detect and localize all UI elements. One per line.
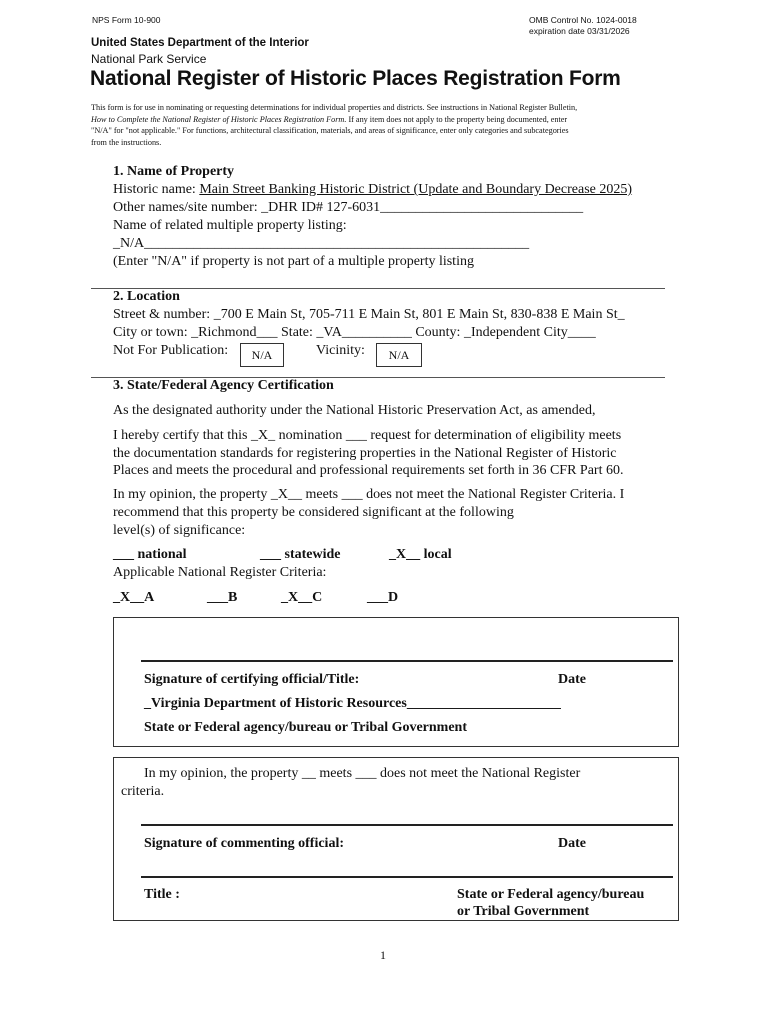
level-local[interactable]: _X__ local [389,547,452,562]
other-names-value[interactable]: _DHR ID# 127-6031_____________________________ [261,200,584,215]
certify-line-3: Places and meets the procedural and professional requirements set forth in 36 CFR Part 60. [113,463,624,478]
page-number: 1 [380,948,386,962]
commenting-title-label: Title : [144,887,180,902]
criteria-c[interactable]: _X__C [281,590,323,605]
instructions-line-3: "N/A" for "not applicable." For functions, architectural classification, materials, and areas of significance, enter only categories and subcategories [91,126,569,135]
omb-control-number: OMB Control No. 1024-0018 [529,15,637,25]
street-label: Street & number: [113,307,214,322]
commenting-date-label: Date [558,836,586,851]
certifying-agency-value[interactable]: _Virginia Department of Historic Resources______________________ [144,696,561,711]
state-label: State: [277,325,317,340]
historic-name-value[interactable]: Main Street Banking Historic District (Update and Boundary Decrease 2025) [199,182,633,197]
section-2-heading: 2. Location [113,289,180,304]
expiration-date: expiration date 03/31/2026 [529,26,630,36]
street-row [113,307,625,323]
section-3-heading: 3. State/Federal Agency Certification [113,378,334,393]
instructions-block [91,102,681,148]
certifying-date-label: Date [558,672,586,687]
instructions-bulletin-title: How to Complete the National Register of Historic Places Registration Form. [91,114,347,124]
opinion-line-3: level(s) of significance: [113,523,246,538]
historic-name-label: Historic name: [113,182,200,197]
authority-text: As the designated authority under the National Historic Preservation Act, as amended, [113,403,596,418]
other-names-label: Other names/site number: [113,200,262,215]
certify-line-1: I hereby certify that this _X_ nomination ___ request for determination of eligibility meets [113,428,622,443]
related-listing-note: (Enter "N/A" if property is not part of a multiple property listing [113,254,474,269]
instructions-line-2-rest: If any item does not apply to the property being documented, enter [346,114,568,124]
opinion-line-1: In my opinion, the property _X__ meets ___ does not meet the National Register Criteria. I [113,487,625,502]
department-name: United States Department of the Interior [91,37,309,49]
section-1-heading: 1. Name of Property [113,164,235,179]
form-number: NPS Form 10-900 [92,15,161,25]
county-label: County: [411,325,464,340]
certify-line-2: the documentation standards for registering properties in the National Register of Historic [113,446,617,461]
criteria-d[interactable]: ___D [367,590,399,605]
certifying-signature-label: Signature of certifying official/Title: [144,672,360,687]
instructions-line-1: This form is for use in nominating or requesting determinations for individual properties and districts. See instructions in National Register Bulletin, [91,103,578,112]
historic-name-row [113,182,632,198]
vicinity-label: Vicinity: [316,343,365,358]
instructions-line-4: from the instructions. [91,137,162,147]
city-state-county-row [113,325,596,341]
criteria-b[interactable]: ___B [207,590,238,605]
criteria-label: Applicable National Register Criteria: [113,565,327,580]
level-national[interactable]: ___ national [113,547,187,562]
level-statewide[interactable]: ___ statewide [260,547,341,562]
vicinity-field[interactable]: N/A [376,343,422,367]
not-for-publication-field[interactable]: N/A [240,343,284,367]
county-value[interactable]: _Independent City____ [463,325,596,340]
city-label: City or town: [113,325,192,340]
commenting-title-line[interactable] [141,876,673,878]
certifying-signature-line[interactable] [141,660,673,662]
commenting-signature-line[interactable] [141,824,673,826]
certifying-agency-label: State or Federal agency/bureau or Tribal Government [144,720,468,735]
instructions-line-2 [91,114,681,126]
commenting-agency-line-1: State or Federal agency/bureau [457,887,645,902]
not-for-publication-label: Not For Publication: [113,343,229,358]
commenting-opinion-line-2: criteria. [121,784,165,799]
commenting-opinion-line-1: In my opinion, the property __ meets ___ does not meet the National Register [144,766,581,781]
opinion-line-2: recommend that this property be considered significant at the following [113,505,514,520]
street-value[interactable]: _700 E Main St, 705-711 E Main St, 801 E Main St, 830-838 E Main St_ [213,307,625,322]
related-listing-value[interactable]: _N/A_______________________________________________________ [113,236,530,251]
service-name: National Park Service [91,52,207,66]
related-listing-label: Name of related multiple property listing: [113,218,347,233]
other-names-row [113,200,583,216]
criteria-a[interactable]: _X__A [113,590,155,605]
city-value[interactable]: _Richmond___ [191,325,278,340]
commenting-agency-line-2: or Tribal Government [457,904,590,919]
page-title: National Register of Historic Places Registration Form [90,67,621,90]
commenting-signature-label: Signature of commenting official: [144,836,344,851]
state-value[interactable]: _VA__________ [316,325,412,340]
